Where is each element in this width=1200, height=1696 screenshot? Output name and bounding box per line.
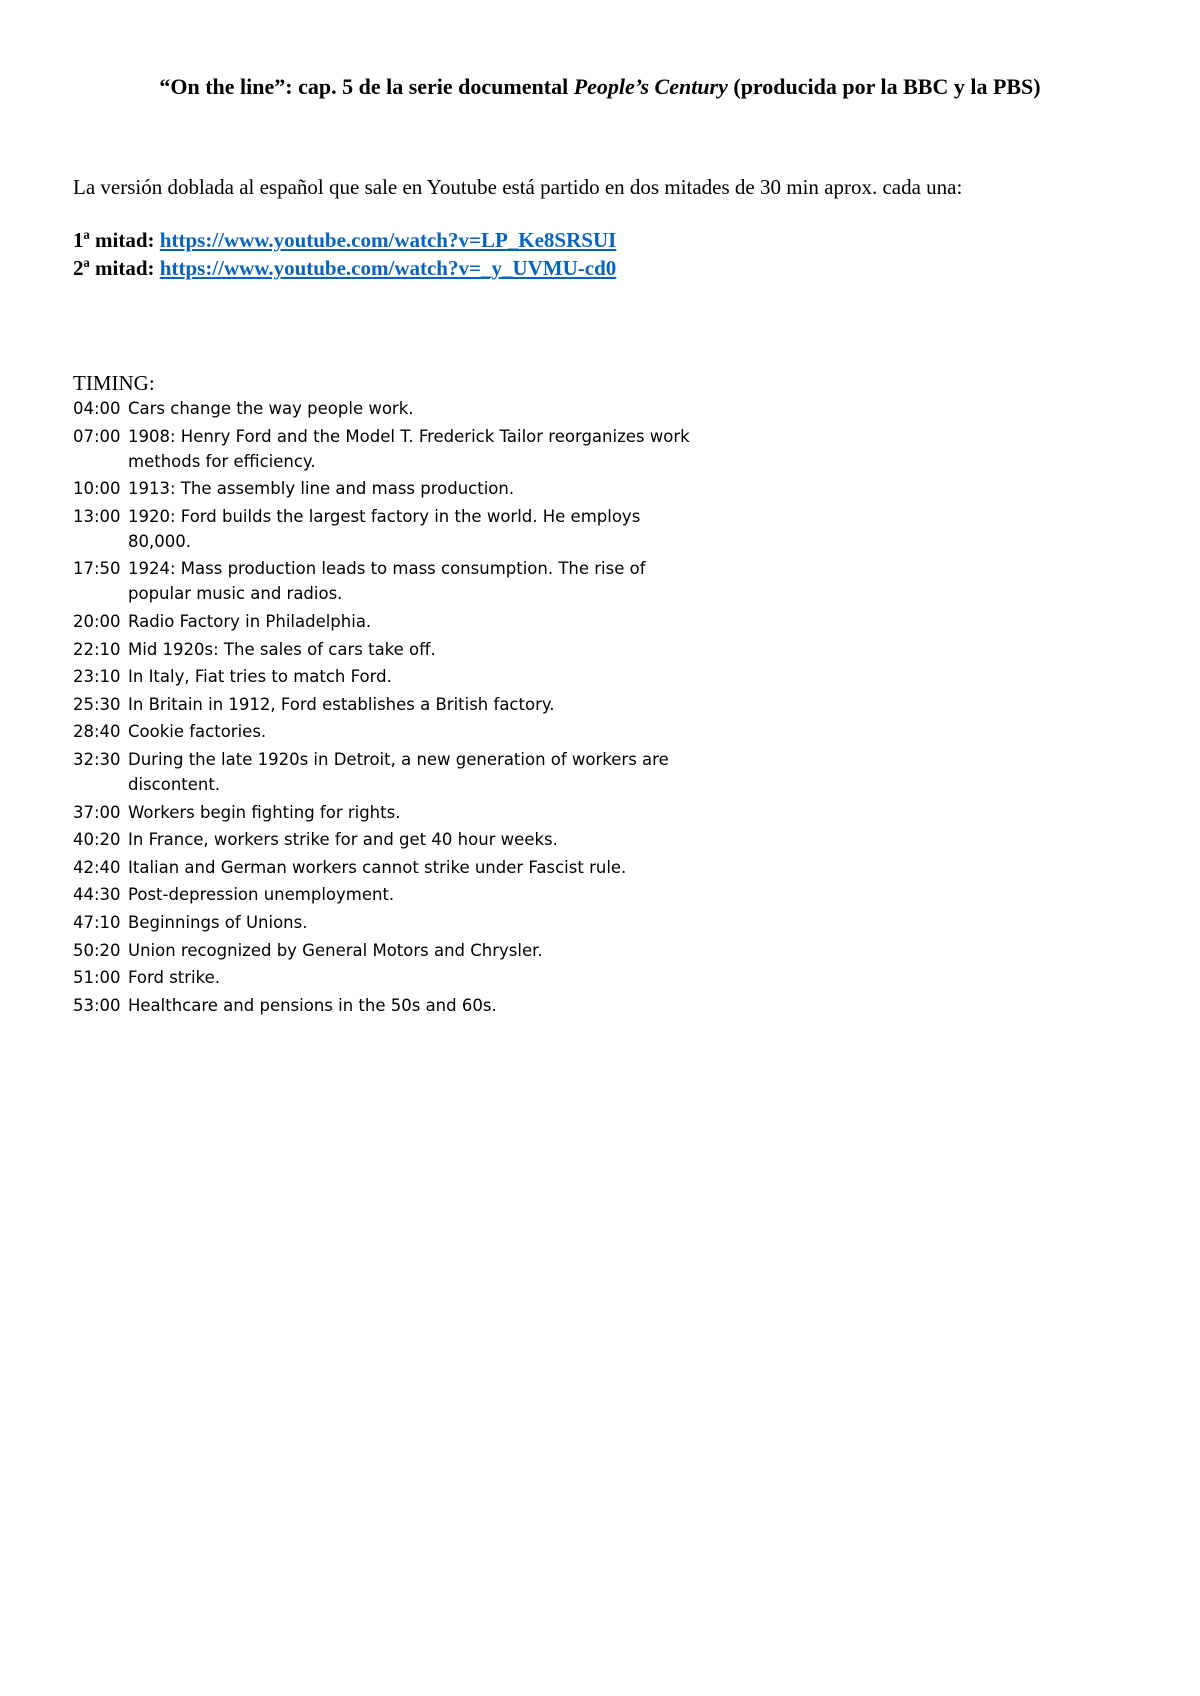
timestamp: 44:30 — [73, 885, 121, 905]
timeline-description: 1920: Ford builds the largest factory in the world. He employs 80,000. — [128, 506, 641, 551]
timeline-description: 1908: Henry Ford and the Model T. Frederick Tailor reorganizes work methods for efficiency. — [128, 426, 690, 471]
timeline-entry — [73, 938, 713, 963]
timeline-description: Cars change the way people work. — [128, 399, 414, 418]
timeline-entry — [73, 396, 713, 421]
timeline-entry — [73, 993, 713, 1018]
title-series-name: People’s Century — [573, 74, 728, 99]
timeline-description: Cookie factories. — [128, 722, 267, 742]
timeline-entry — [73, 476, 713, 501]
link-label: 1ª mitad: — [73, 228, 160, 252]
document-title — [0, 72, 1200, 102]
timeline-entry — [73, 424, 713, 474]
link-row-first-half — [73, 226, 616, 254]
timeline-description: Radio Factory in Philadelphia. — [128, 611, 372, 631]
timeline-entry — [73, 692, 713, 717]
timeline-entry — [73, 747, 713, 797]
timeline-description: During the late 1920s in Detroit, a new generation of workers are discontent. — [128, 749, 669, 794]
youtube-link-second-half[interactable]: https://www.youtube.com/watch?v=_y_UVMU-cd0 — [159, 256, 617, 280]
video-links — [73, 226, 616, 282]
timestamp: 51:00 — [73, 968, 121, 988]
timeline-description: In Britain in 1912, Ford establishes a British factory. — [128, 694, 555, 714]
timeline-description: 1924: Mass production leads to mass consumption. The rise of popular music and radios. — [128, 559, 646, 604]
link-label: 2ª mitad: — [73, 256, 160, 280]
timestamp: 50:20 — [73, 940, 121, 960]
timeline-entry — [73, 910, 713, 935]
timestamp: 37:00 — [73, 802, 121, 822]
title-text-end: (producida por la BBC y la PBS) — [727, 74, 1041, 99]
timestamp: 04:00 — [73, 399, 121, 418]
timeline-description: Union recognized by General Motors and Chrysler. — [128, 940, 543, 960]
timestamp: 32:30 — [73, 749, 121, 769]
youtube-link-first-half[interactable]: https://www.youtube.com/watch?v=LP_Ke8SRSUI — [159, 228, 617, 252]
timestamp: 40:20 — [73, 830, 121, 850]
timeline-entry — [73, 504, 713, 554]
timeline-entry — [73, 855, 713, 880]
timestamp: 47:10 — [73, 912, 121, 932]
timeline-entry — [73, 882, 713, 907]
timeline-description: Healthcare and pensions in the 50s and 60s. — [128, 995, 497, 1015]
timeline-entry — [73, 556, 713, 606]
timeline-entry — [73, 664, 713, 689]
timestamp: 28:40 — [73, 722, 121, 742]
timestamp: 13:00 — [73, 506, 121, 526]
timestamp: 53:00 — [73, 995, 121, 1015]
timestamp: 25:30 — [73, 694, 121, 714]
timeline-entry — [73, 719, 713, 744]
timing-heading: TIMING: — [73, 371, 155, 395]
timestamp: 23:10 — [73, 667, 121, 687]
timeline-description: Mid 1920s: The sales of cars take off. — [128, 639, 436, 659]
timeline-description: Post-depression unemployment. — [128, 885, 395, 905]
timeline-description: 1913: The assembly line and mass production. — [128, 479, 515, 499]
timeline-entry — [73, 965, 713, 990]
timeline-description: In France, workers strike for and get 40 hour weeks. — [128, 830, 558, 850]
timestamp: 07:00 — [73, 426, 121, 446]
timestamp: 17:50 — [73, 559, 121, 579]
intro-paragraph: La versión doblada al español que sale en Youtube está partido en dos mitades de 30 min aprox. cada una: — [73, 175, 963, 199]
timeline-entry — [73, 609, 713, 634]
timeline-description: Italian and German workers cannot strike under Fascist rule. — [128, 857, 627, 877]
timeline-description: Ford strike. — [128, 968, 221, 988]
timeline-entry — [73, 800, 713, 825]
timeline-description: Beginnings of Unions. — [128, 912, 308, 932]
timestamp: 10:00 — [73, 479, 121, 499]
timestamp: 22:10 — [73, 639, 121, 659]
title-text-start: “On the line”: cap. 5 de la serie documental — [159, 74, 574, 99]
timeline-entry — [73, 827, 713, 852]
timestamp: 42:40 — [73, 857, 121, 877]
timeline-description: Workers begin fighting for rights. — [128, 802, 401, 822]
timeline-description: In Italy, Fiat tries to match Ford. — [128, 667, 392, 687]
link-row-second-half — [73, 254, 616, 282]
timestamp: 20:00 — [73, 611, 121, 631]
timeline-list — [73, 396, 713, 1020]
timeline-entry — [73, 637, 713, 662]
